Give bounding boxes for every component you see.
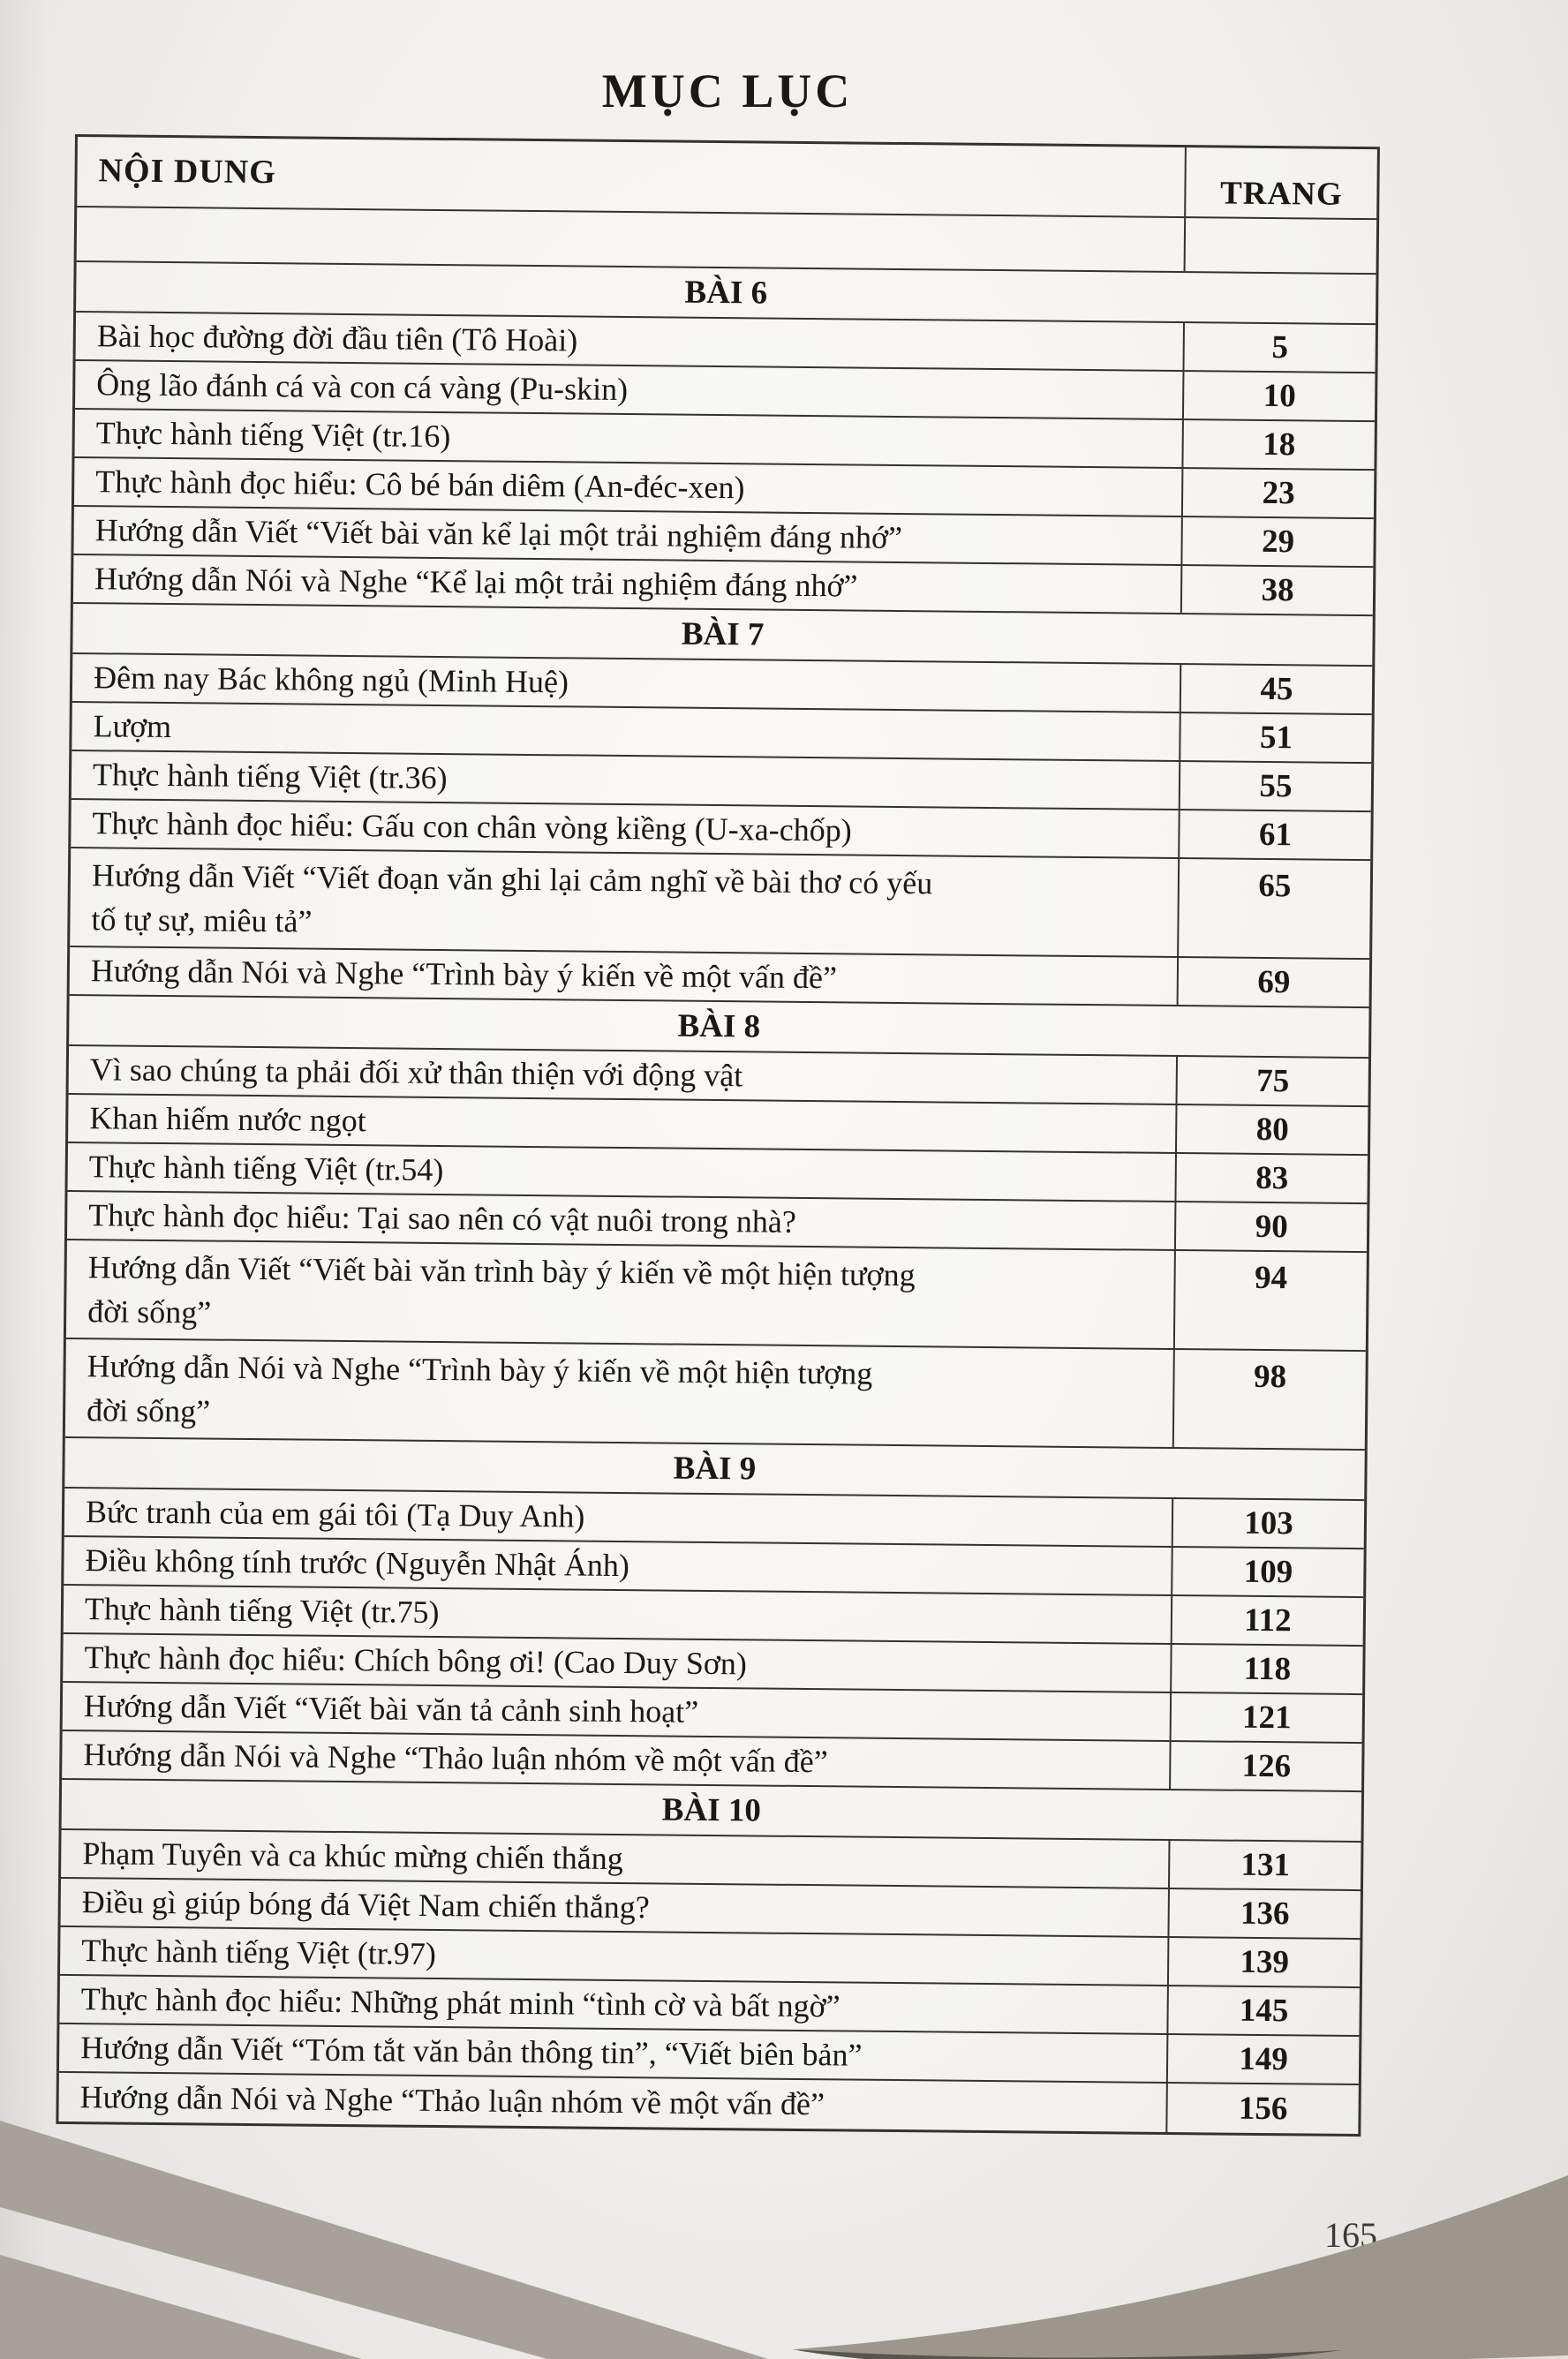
toc-item-title-cell [63,1634,1170,1692]
toc-item-title-cell [74,458,1181,516]
toc-item-title-cell [74,410,1181,467]
toc-item-page: 112 [1171,1596,1363,1645]
toc-item-page: 29 [1180,517,1373,566]
toc-item-title-cell [65,1339,1173,1447]
toc-empty-content-cell [77,207,1185,271]
toc-item-title-cell [68,1095,1175,1152]
toc-item-page: 98 [1172,1350,1366,1449]
toc-item-title: Hướng dẫn Viết “Tóm tắt văn bản thông tin”, “Viết biên bản” [80,2030,863,2073]
toc-item-title: Hướng dẫn Nói và Nghe “Trình bày ý kiến về một hiện tượng đời sống” [86,1348,873,1429]
toc-item-title: Thực hành tiếng Việt (tr.54) [88,1149,444,1188]
toc-table [56,134,1380,2137]
toc-item-page: 131 [1168,1841,1361,1889]
toc-item-page: 18 [1181,420,1374,469]
toc-item-title: Lượm [93,708,172,745]
page-number: 165 [1324,2215,1377,2255]
toc-section-label: BÀI 7 [681,615,765,653]
toc-item-page: 90 [1174,1202,1367,1251]
toc-item-page: 10 [1182,372,1375,420]
toc-item-title-cell [69,1046,1176,1104]
toc-item-title: Điều gì giúp bóng đá Việt Nam chiến thắng? [81,1884,650,1926]
toc-item-title: Thực hành đọc hiểu: Gấu con chân vòng kiềng (U-xa-chốp) [92,805,852,848]
toc-item-title: Đêm nay Bác không ngủ (Minh Huệ) [93,659,569,700]
toc-item-title-cell [64,1537,1171,1594]
toc-item-title-cell [63,1683,1170,1740]
toc-item-page: 145 [1166,1986,1359,2035]
toc-item-page: 126 [1169,1742,1361,1790]
toc-item-title: Ông lão đánh cá và con cá vàng (Pu-skin) [96,366,629,408]
toc-item-title: Khan hiếm nước ngọt [89,1100,366,1139]
toc-item-row [65,1339,1366,1451]
toc-item-title-cell [72,703,1179,760]
toc-item-title-cell [66,1240,1174,1348]
toc-item-title: Thực hành tiếng Việt (tr.75) [84,1591,440,1631]
toc-item-title: Hướng dẫn Viết “Viết bài văn tả cảnh sinh hoạt” [83,1688,699,1730]
toc-item-title-cell [61,1830,1168,1888]
toc-item-title-cell [59,2024,1166,2082]
toc-item-page: 156 [1165,2084,1359,2134]
toc-item-page: 23 [1181,469,1374,517]
toc-item-title-cell [72,751,1179,809]
toc-item-title: Hướng dẫn Nói và Nghe “Kể lại một trải nghiệm đáng nhớ” [94,561,858,604]
toc-section-label: BÀI 9 [673,1450,757,1488]
toc-item-title-cell [60,1927,1167,1985]
toc-item-page: 139 [1167,1938,1360,1986]
toc-item-title-cell [68,1143,1175,1201]
toc-item-title-cell [73,555,1180,613]
toc-section-label: BÀI 8 [677,1007,761,1045]
toc-item-page: 45 [1180,665,1372,713]
toc-item-title: Phạm Tuyên và ca khúc mừng chiến thắng [82,1835,623,1877]
toc-item-title-cell [76,313,1183,370]
toc-item-page: 118 [1170,1645,1362,1693]
toc-item-title: Hướng dẫn Nói và Nghe “Thảo luận nhóm về một vấn đề” [79,2079,825,2122]
toc-item-title-cell [71,800,1178,857]
toc-item-page: 136 [1167,1889,1360,1938]
toc-item-title-cell [64,1489,1172,1546]
toc-item-title-cell [70,848,1178,956]
toc-item-page: 109 [1171,1548,1363,1596]
toc-item-title-cell [61,1879,1168,1936]
toc-item-page: 80 [1175,1105,1368,1154]
toc-item-title: Thực hành tiếng Việt (tr.36) [92,757,448,796]
toc-item-title: Điều không tính trước (Nguyễn Nhật Ánh) [85,1542,630,1584]
toc-item-page: 83 [1174,1154,1367,1202]
toc-item-title: Bức tranh của em gái tôi (Tạ Duy Anh) [85,1494,585,1534]
toc-item-title: Thực hành tiếng Việt (tr.97) [81,1933,437,1972]
toc-item-page: 5 [1182,323,1375,372]
page-title: MỤC LỤC [601,64,854,117]
toc-item-page: 75 [1176,1057,1368,1105]
toc-item-page: 38 [1180,566,1373,614]
toc-item-page: 55 [1179,762,1371,810]
toc-item-page: 65 [1177,859,1370,958]
toc-item-page: 69 [1177,958,1369,1006]
toc-item-title: Thực hành đọc hiểu: Tại sao nên có vật nuôi trong nhà? [88,1197,797,1240]
toc-item-title-cell [67,1192,1174,1249]
toc-item-title-cell [62,1731,1169,1789]
toc-header-page-label: TRANG [1219,174,1343,213]
toc-item-title: Hướng dẫn Viết “Viết đoạn văn ghi lại cảm nghĩ về bài thơ có yếu tố tự sự, miêu tả” [91,857,933,939]
toc-item-title-cell [59,1976,1166,2033]
toc-item-title: Thực hành đọc hiểu: Chích bông ơi! (Cao Duy Sơn) [84,1639,748,1682]
toc-item-title: Vì sao chúng ta phải đối xử thân thiện với động vật [89,1051,743,1094]
toc-item-title: Hướng dẫn Nói và Nghe “Trình bày ý kiến về một vấn đề” [90,953,838,996]
toc-empty-page-cell [1184,218,1377,273]
toc-item-page: 61 [1178,810,1370,859]
toc-item-title: Hướng dẫn Viết “Viết bài văn trình bày ý kiến về một hiện tượng đời sống” [87,1249,916,1330]
toc-item-page: 51 [1179,713,1371,762]
toc-item-page: 121 [1170,1693,1362,1742]
bottom-right-swoosh-icon [795,2175,1568,2359]
toc-item-title: Thực hành đọc hiểu: Cô bé bán diêm (An-đéc-xen) [95,464,745,506]
toc-item-row [66,1240,1367,1352]
toc-item-title-cell [64,1586,1171,1643]
corner-decorations [0,2094,1568,2359]
toc-header-row [77,137,1377,220]
toc-item-row [70,848,1370,960]
toc-section-label: BÀI 10 [661,1791,762,1829]
toc-body [58,262,1376,2134]
toc-item-title-cell [72,654,1180,712]
toc-item-title-cell [75,361,1182,418]
toc-item-title: Thực hành tiếng Việt (tr.16) [95,415,451,455]
toc-item-title-cell [70,947,1177,1005]
toc-item-title-cell [73,507,1180,564]
toc-item-title: Hướng dẫn Nói và Nghe “Thảo luận nhóm về một vấn đề” [83,1737,828,1780]
toc-header-page-cell [1184,147,1377,218]
toc-item-title: Bài học đường đời đầu tiên (Tô Hoài) [96,318,578,358]
toc-item-page: 149 [1166,2035,1359,2084]
toc-item-title: Thực hành đọc hiểu: Những phát minh “tình cờ và bất ngờ” [80,1981,841,2024]
toc-item-page: 103 [1172,1499,1364,1548]
toc-item-page: 94 [1173,1251,1367,1350]
toc-item-title: Hướng dẫn Viết “Viết bài văn kể lại một trải nghiệm đáng nhớ” [94,512,903,556]
toc-header-content-label: NỘI DUNG [98,152,276,192]
toc-section-label: BÀI 6 [684,274,768,312]
